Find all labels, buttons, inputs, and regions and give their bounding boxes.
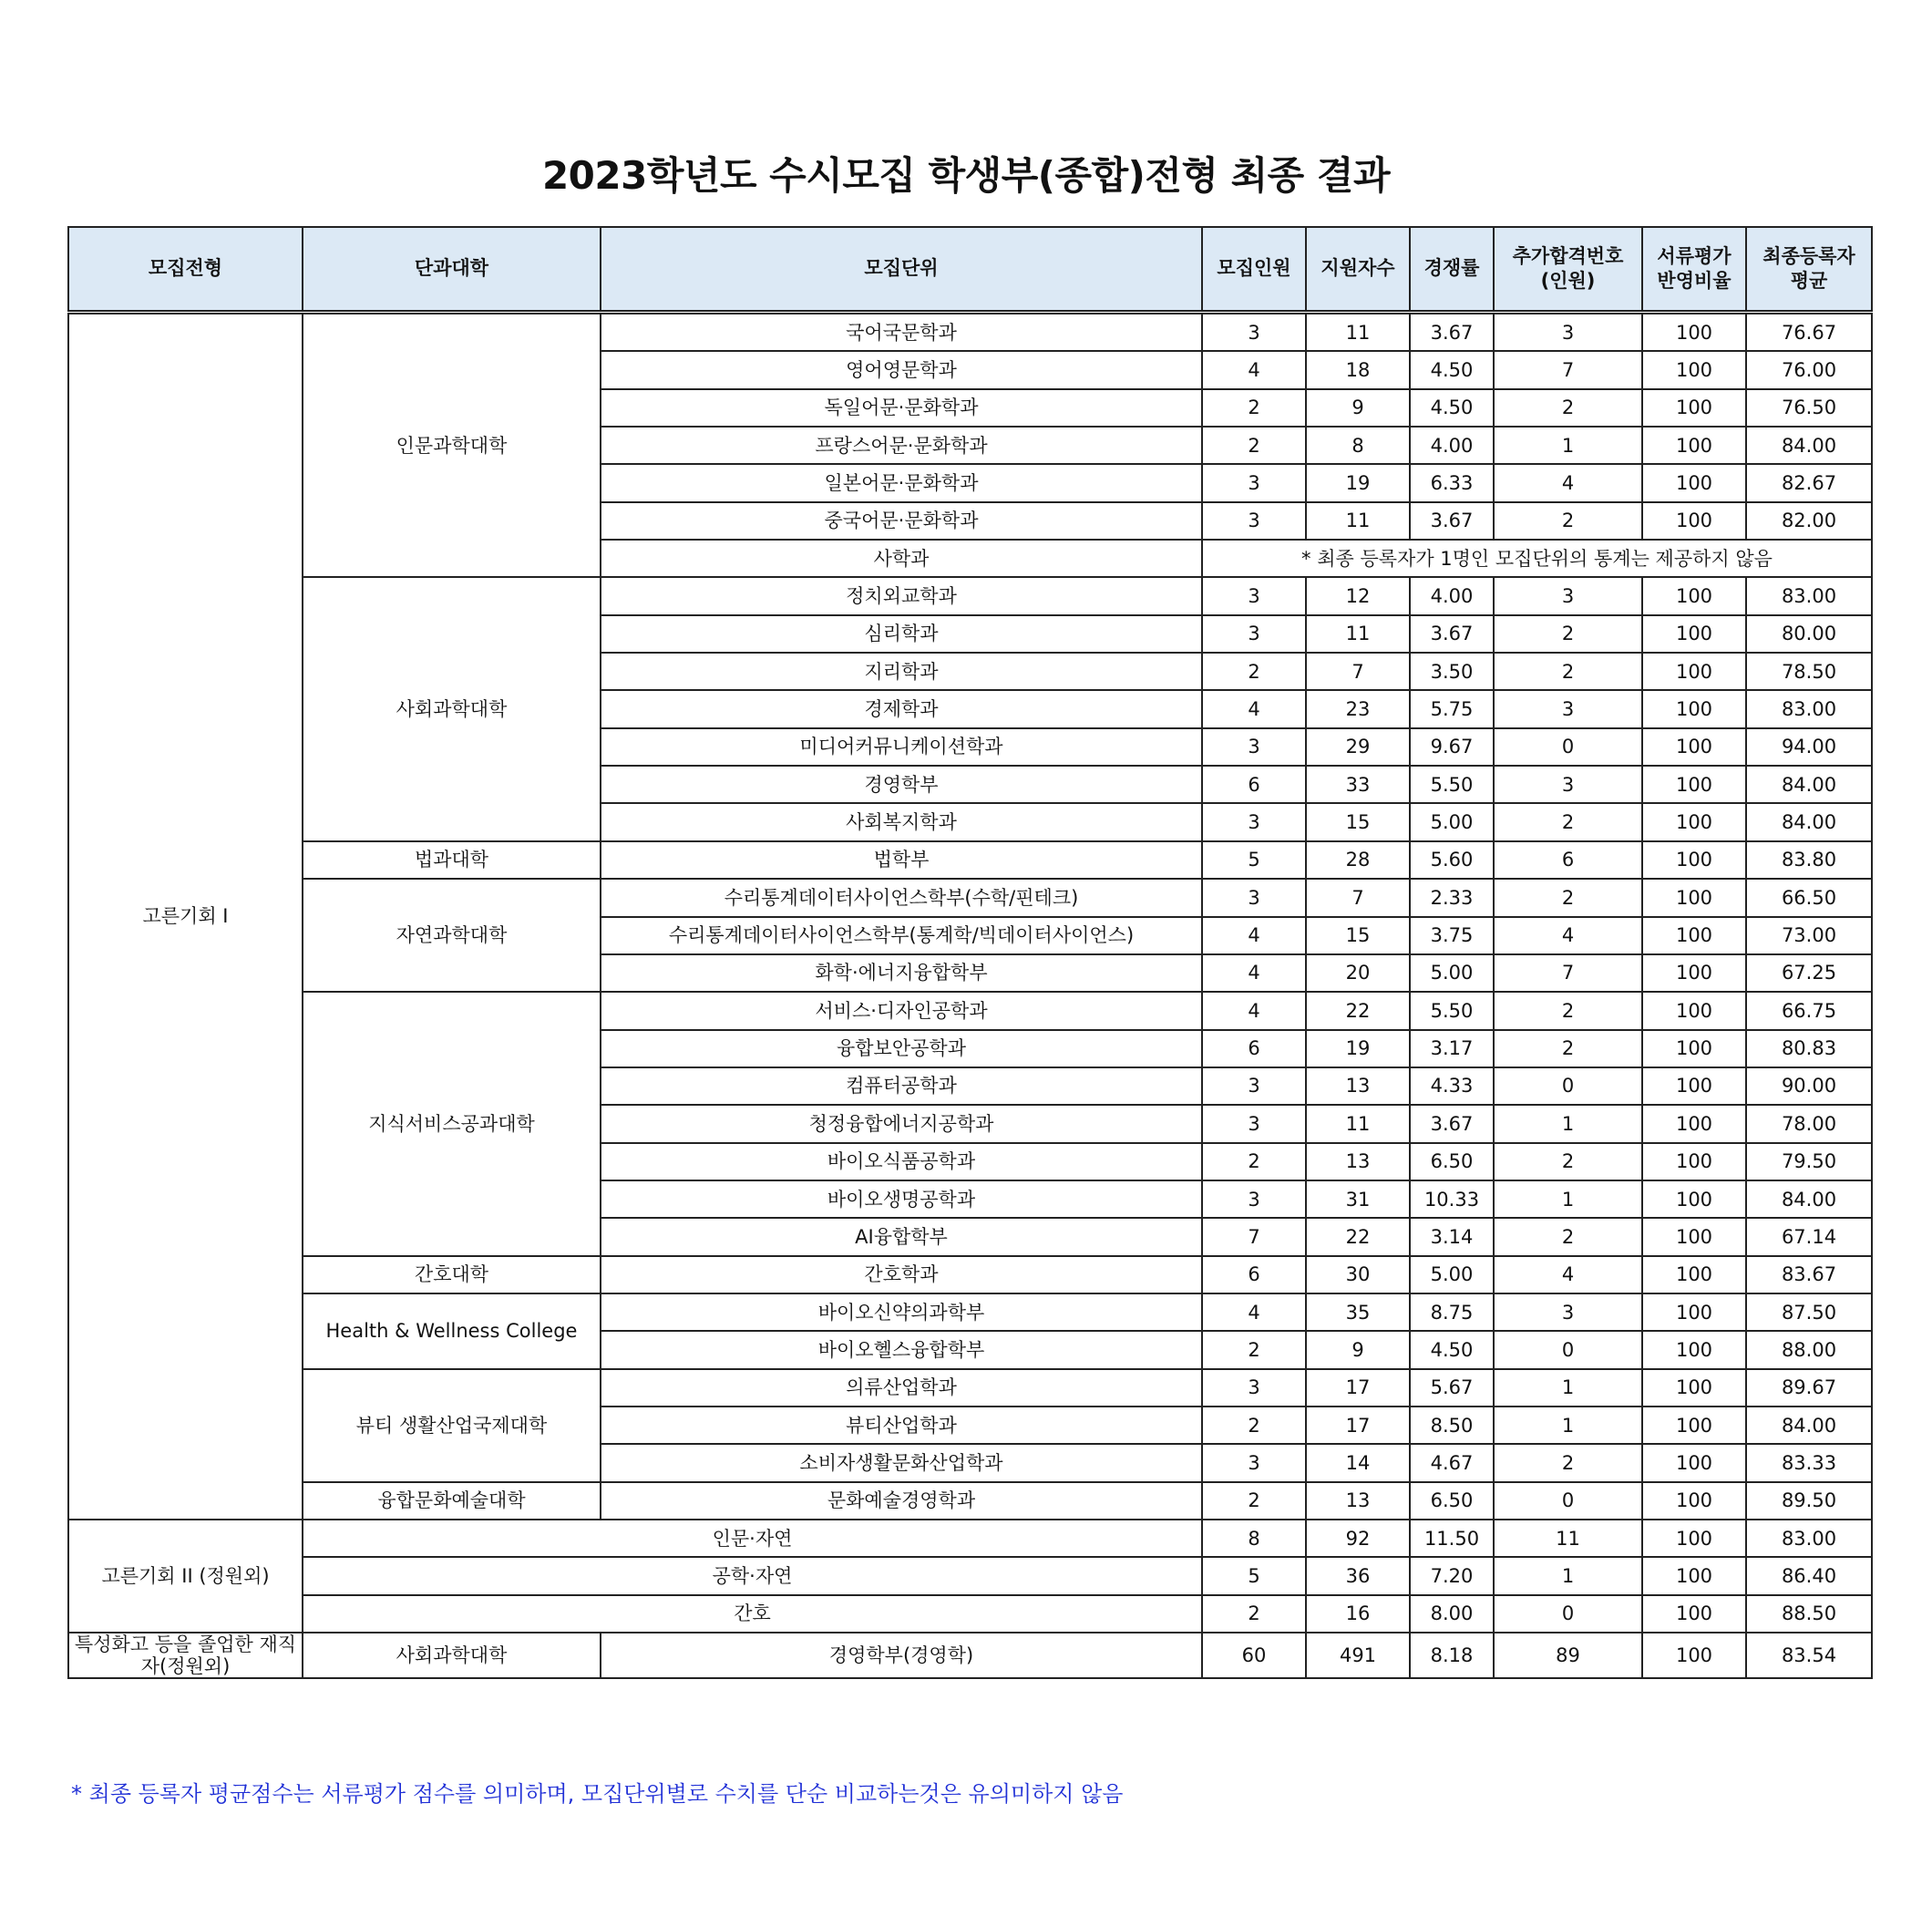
- applicants-cell: 23: [1306, 690, 1410, 727]
- doc-ratio-cell: 100: [1642, 389, 1746, 427]
- unit-cell: 수리통계데이터사이언스학부(수학/핀테크): [601, 879, 1202, 916]
- waitlist-cell: 2: [1494, 389, 1642, 427]
- average-cell: 90.00: [1746, 1067, 1872, 1105]
- quota-cell: 3: [1202, 1105, 1306, 1142]
- ratio-cell: 5.50: [1410, 766, 1494, 803]
- applicants-cell: 92: [1306, 1520, 1410, 1557]
- average-cell: 86.40: [1746, 1557, 1872, 1594]
- table-row: [68, 313, 1872, 352]
- quota-cell: 2: [1202, 1331, 1306, 1368]
- ratio-cell: 9.67: [1410, 728, 1494, 766]
- unit-cell: 수리통계데이터사이언스학부(통계학/빅데이터사이언스): [601, 917, 1202, 954]
- doc-ratio-cell: 100: [1642, 1067, 1746, 1105]
- average-cell: 83.00: [1746, 577, 1872, 614]
- ratio-cell: 8.75: [1410, 1293, 1494, 1331]
- average-cell: 94.00: [1746, 728, 1872, 766]
- doc-ratio-cell: 100: [1642, 1331, 1746, 1368]
- average-cell: 83.33: [1746, 1444, 1872, 1481]
- waitlist-cell: 2: [1494, 1143, 1642, 1180]
- average-cell: 66.75: [1746, 992, 1872, 1029]
- applicants-cell: 31: [1306, 1180, 1410, 1218]
- ratio-cell: 3.14: [1410, 1218, 1494, 1255]
- doc-ratio-cell: 100: [1642, 653, 1746, 690]
- average-cell: 83.80: [1746, 841, 1872, 879]
- applicants-cell: 11: [1306, 1105, 1410, 1142]
- waitlist-cell: 7: [1494, 351, 1642, 388]
- waitlist-cell: 2: [1494, 615, 1642, 653]
- unit-cell: 지리학과: [601, 653, 1202, 690]
- waitlist-cell: 1: [1494, 1557, 1642, 1594]
- quota-cell: 3: [1202, 879, 1306, 916]
- ratio-cell: 5.50: [1410, 992, 1494, 1029]
- average-cell: 67.14: [1746, 1218, 1872, 1255]
- ratio-cell: 7.20: [1410, 1557, 1494, 1594]
- doc-ratio-cell: 100: [1642, 502, 1746, 540]
- unit-cell: 바이오신약의과학부: [601, 1293, 1202, 1331]
- average-cell: 78.50: [1746, 653, 1872, 690]
- table-row: [68, 577, 1872, 614]
- applicants-cell: 15: [1306, 917, 1410, 954]
- applicants-cell: 7: [1306, 653, 1410, 690]
- average-cell: 83.67: [1746, 1256, 1872, 1293]
- quota-cell: 2: [1202, 1143, 1306, 1180]
- unit-cell: 화학·에너지융합학부: [601, 954, 1202, 992]
- doc-ratio-cell: 100: [1642, 1482, 1746, 1520]
- unit-cell: 뷰티산업학과: [601, 1407, 1202, 1444]
- average-cell: 84.00: [1746, 1180, 1872, 1218]
- applicants-cell: 11: [1306, 313, 1410, 352]
- college-cell: 사회과학대학: [303, 577, 601, 840]
- unit-cell: 경제학과: [601, 690, 1202, 727]
- applicants-cell: 19: [1306, 1030, 1410, 1067]
- unit-cell: 정치외교학과: [601, 577, 1202, 614]
- quota-cell: 2: [1202, 653, 1306, 690]
- quota-cell: 7: [1202, 1218, 1306, 1255]
- unit-cell: 법학부: [601, 841, 1202, 879]
- doc-ratio-cell: 100: [1642, 1557, 1746, 1594]
- applicants-cell: 19: [1306, 464, 1410, 501]
- unit-cell: 바이오헬스융합학부: [601, 1331, 1202, 1368]
- unit-cell: 컴퓨터공학과: [601, 1067, 1202, 1105]
- applicants-cell: 35: [1306, 1293, 1410, 1331]
- average-cell: 78.00: [1746, 1105, 1872, 1142]
- waitlist-cell: 1: [1494, 1180, 1642, 1218]
- unit-cell: AI융합학부: [601, 1218, 1202, 1255]
- quota-cell: 4: [1202, 917, 1306, 954]
- col-header: 지원자수: [1306, 227, 1410, 313]
- table-row: [68, 879, 1872, 916]
- waitlist-cell: 7: [1494, 954, 1642, 992]
- waitlist-cell: 0: [1494, 728, 1642, 766]
- quota-cell: 60: [1202, 1633, 1306, 1678]
- average-cell: 83.00: [1746, 690, 1872, 727]
- ratio-cell: 5.67: [1410, 1369, 1494, 1407]
- table-row: [68, 1369, 1872, 1407]
- waitlist-cell: 1: [1494, 427, 1642, 464]
- quota-cell: 3: [1202, 502, 1306, 540]
- ratio-cell: 4.00: [1410, 427, 1494, 464]
- doc-ratio-cell: 100: [1642, 954, 1746, 992]
- doc-ratio-cell: 100: [1642, 1520, 1746, 1557]
- ratio-cell: 5.60: [1410, 841, 1494, 879]
- applicants-cell: 7: [1306, 879, 1410, 916]
- doc-ratio-cell: 100: [1642, 1218, 1746, 1255]
- unit-cell: 영어영문학과: [601, 351, 1202, 388]
- doc-ratio-cell: 100: [1642, 351, 1746, 388]
- results-body: [68, 313, 1872, 1679]
- waitlist-cell: 6: [1494, 841, 1642, 879]
- quota-cell: 3: [1202, 464, 1306, 501]
- unit-cell: 국어국문학과: [601, 313, 1202, 352]
- ratio-cell: 8.50: [1410, 1407, 1494, 1444]
- college-cell: 지식서비스공과대학: [303, 992, 601, 1255]
- col-header: 경쟁률: [1410, 227, 1494, 313]
- ratio-cell: 4.50: [1410, 1331, 1494, 1368]
- applicants-cell: 30: [1306, 1256, 1410, 1293]
- header-row: [68, 227, 1872, 313]
- college-cell: 뷰티 생활산업국제대학: [303, 1369, 601, 1482]
- average-cell: 80.00: [1746, 615, 1872, 653]
- doc-ratio-cell: 100: [1642, 992, 1746, 1029]
- applicants-cell: 28: [1306, 841, 1410, 879]
- applicants-cell: 12: [1306, 577, 1410, 614]
- waitlist-cell: 2: [1494, 1444, 1642, 1481]
- doc-ratio-cell: 100: [1642, 1633, 1746, 1678]
- ratio-cell: 8.18: [1410, 1633, 1494, 1678]
- quota-cell: 8: [1202, 1520, 1306, 1557]
- unit-cell: 바이오식품공학과: [601, 1143, 1202, 1180]
- waitlist-cell: 0: [1494, 1595, 1642, 1633]
- average-cell: 83.00: [1746, 1520, 1872, 1557]
- waitlist-cell: 3: [1494, 690, 1642, 727]
- ratio-cell: 4.50: [1410, 351, 1494, 388]
- track-cell: 공학·자연: [303, 1557, 1202, 1594]
- doc-ratio-cell: 100: [1642, 1180, 1746, 1218]
- admission-type-cell: 특성화고 등을 졸업한 재직자(정원외): [68, 1633, 303, 1678]
- quota-cell: 4: [1202, 351, 1306, 388]
- quota-cell: 4: [1202, 992, 1306, 1029]
- ratio-cell: 11.50: [1410, 1520, 1494, 1557]
- applicants-cell: 17: [1306, 1369, 1410, 1407]
- unit-cell: 문화예술경영학과: [601, 1482, 1202, 1520]
- college-cell: 사회과학대학: [303, 1633, 601, 1678]
- applicants-cell: 36: [1306, 1557, 1410, 1594]
- quota-cell: 3: [1202, 1180, 1306, 1218]
- average-cell: 89.67: [1746, 1369, 1872, 1407]
- ratio-cell: 5.00: [1410, 1256, 1494, 1293]
- doc-ratio-cell: 100: [1642, 1407, 1746, 1444]
- average-cell: 84.00: [1746, 803, 1872, 840]
- applicants-cell: 17: [1306, 1407, 1410, 1444]
- quota-cell: 4: [1202, 1293, 1306, 1331]
- waitlist-cell: 1: [1494, 1407, 1642, 1444]
- table-row: [68, 841, 1872, 879]
- ratio-cell: 3.67: [1410, 502, 1494, 540]
- quota-cell: 3: [1202, 1369, 1306, 1407]
- average-cell: 66.50: [1746, 879, 1872, 916]
- average-cell: 76.00: [1746, 351, 1872, 388]
- unit-cell: 독일어문·문화학과: [601, 389, 1202, 427]
- unit-cell: 사회복지학과: [601, 803, 1202, 840]
- average-cell: 80.83: [1746, 1030, 1872, 1067]
- col-header: 모집전형: [68, 227, 303, 313]
- doc-ratio-cell: 100: [1642, 917, 1746, 954]
- college-cell: Health & Wellness College: [303, 1293, 601, 1369]
- unit-cell: 경영학부(경영학): [601, 1633, 1202, 1678]
- waitlist-cell: 2: [1494, 502, 1642, 540]
- waitlist-cell: 11: [1494, 1520, 1642, 1557]
- quota-cell: 6: [1202, 1256, 1306, 1293]
- doc-ratio-cell: 100: [1642, 1105, 1746, 1142]
- waitlist-cell: 2: [1494, 803, 1642, 840]
- waitlist-cell: 3: [1494, 1293, 1642, 1331]
- ratio-cell: 4.33: [1410, 1067, 1494, 1105]
- page-title: 2023학년도 수시모집 학생부(종합)전형 최종 결과: [541, 153, 1391, 198]
- unit-cell: 프랑스어문·문화학과: [601, 427, 1202, 464]
- applicants-cell: 13: [1306, 1067, 1410, 1105]
- quota-cell: 2: [1202, 1595, 1306, 1633]
- unit-cell: 중국어문·문화학과: [601, 502, 1202, 540]
- waitlist-cell: 0: [1494, 1067, 1642, 1105]
- average-cell: 84.00: [1746, 766, 1872, 803]
- ratio-cell: 3.67: [1410, 615, 1494, 653]
- doc-ratio-cell: 100: [1642, 690, 1746, 727]
- average-cell: 84.00: [1746, 1407, 1872, 1444]
- doc-ratio-cell: 100: [1642, 1030, 1746, 1067]
- college-cell: 간호대학: [303, 1256, 601, 1293]
- applicants-cell: 13: [1306, 1482, 1410, 1520]
- average-cell: 76.50: [1746, 389, 1872, 427]
- applicants-cell: 9: [1306, 389, 1410, 427]
- waitlist-cell: 4: [1494, 464, 1642, 501]
- table-row: [68, 1293, 1872, 1331]
- waitlist-cell: 3: [1494, 766, 1642, 803]
- doc-ratio-cell: 100: [1642, 1143, 1746, 1180]
- quota-cell: 2: [1202, 1407, 1306, 1444]
- quota-cell: 3: [1202, 577, 1306, 614]
- waitlist-cell: 3: [1494, 577, 1642, 614]
- ratio-cell: 6.50: [1410, 1482, 1494, 1520]
- table-row: [68, 1557, 1872, 1594]
- doc-ratio-cell: 100: [1642, 879, 1746, 916]
- doc-ratio-cell: 100: [1642, 1369, 1746, 1407]
- applicants-cell: 22: [1306, 1218, 1410, 1255]
- average-cell: 87.50: [1746, 1293, 1872, 1331]
- unit-cell: 간호학과: [601, 1256, 1202, 1293]
- waitlist-cell: 2: [1494, 1030, 1642, 1067]
- average-cell: 89.50: [1746, 1482, 1872, 1520]
- waitlist-cell: 4: [1494, 917, 1642, 954]
- unit-cell: 청정융합에너지공학과: [601, 1105, 1202, 1142]
- quota-cell: 6: [1202, 1030, 1306, 1067]
- average-cell: 88.00: [1746, 1331, 1872, 1368]
- doc-ratio-cell: 100: [1642, 1444, 1746, 1481]
- college-cell: 자연과학대학: [303, 879, 601, 992]
- applicants-cell: 15: [1306, 803, 1410, 840]
- applicants-cell: 22: [1306, 992, 1410, 1029]
- doc-ratio-cell: 100: [1642, 313, 1746, 352]
- waitlist-cell: 89: [1494, 1633, 1642, 1678]
- quota-cell: 3: [1202, 313, 1306, 352]
- quota-cell: 3: [1202, 1067, 1306, 1105]
- average-cell: 79.50: [1746, 1143, 1872, 1180]
- doc-ratio-cell: 100: [1642, 728, 1746, 766]
- quota-cell: 3: [1202, 728, 1306, 766]
- waitlist-cell: 2: [1494, 992, 1642, 1029]
- average-cell: 82.67: [1746, 464, 1872, 501]
- doc-ratio-cell: 100: [1642, 1293, 1746, 1331]
- table-row: [68, 1482, 1872, 1520]
- ratio-cell: 4.67: [1410, 1444, 1494, 1481]
- unit-cell: 소비자생활문화산업학과: [601, 1444, 1202, 1481]
- unit-cell: 바이오생명공학과: [601, 1180, 1202, 1218]
- unit-cell: 사학과: [601, 540, 1202, 577]
- unit-cell: 경영학부: [601, 766, 1202, 803]
- col-header: 모집인원: [1202, 227, 1306, 313]
- track-cell: 간호: [303, 1595, 1202, 1633]
- ratio-cell: 5.00: [1410, 954, 1494, 992]
- ratio-cell: 3.50: [1410, 653, 1494, 690]
- applicants-cell: 18: [1306, 351, 1410, 388]
- applicants-cell: 13: [1306, 1143, 1410, 1180]
- average-cell: 82.00: [1746, 502, 1872, 540]
- doc-ratio-cell: 100: [1642, 427, 1746, 464]
- doc-ratio-cell: 100: [1642, 1595, 1746, 1633]
- table-row: [68, 992, 1872, 1029]
- college-cell: 법과대학: [303, 841, 601, 879]
- admission-type-cell: 고른기회 II (정원외): [68, 1520, 303, 1633]
- applicants-cell: 14: [1306, 1444, 1410, 1481]
- applicants-cell: 491: [1306, 1633, 1410, 1678]
- table-row: [68, 1256, 1872, 1293]
- doc-ratio-cell: 100: [1642, 577, 1746, 614]
- doc-ratio-cell: 100: [1642, 1256, 1746, 1293]
- doc-ratio-cell: 100: [1642, 841, 1746, 879]
- quota-cell: 2: [1202, 427, 1306, 464]
- doc-ratio-cell: 100: [1642, 615, 1746, 653]
- col-header: 추가합격번호 (인원): [1494, 227, 1642, 313]
- quota-cell: 5: [1202, 1557, 1306, 1594]
- admission-type-cell: 고른기회 I: [68, 313, 303, 1520]
- ratio-cell: 6.33: [1410, 464, 1494, 501]
- average-cell: 88.50: [1746, 1595, 1872, 1633]
- ratio-cell: 3.75: [1410, 917, 1494, 954]
- ratio-cell: 4.00: [1410, 577, 1494, 614]
- quota-cell: 4: [1202, 690, 1306, 727]
- unit-cell: 미디어커뮤니케이션학과: [601, 728, 1202, 766]
- quota-cell: 3: [1202, 615, 1306, 653]
- footnote: * 최종 등록자 평균점수는 서류평가 점수를 의미하며, 모집단위별로 수치를 단순 비교하는것은 유의미하지 않음: [71, 1781, 1124, 1807]
- unit-cell: 서비스·디자인공학과: [601, 992, 1202, 1029]
- applicants-cell: 33: [1306, 766, 1410, 803]
- table-row: [68, 1520, 1872, 1557]
- ratio-cell: 4.50: [1410, 389, 1494, 427]
- waitlist-cell: 3: [1494, 313, 1642, 352]
- ratio-cell: 10.33: [1410, 1180, 1494, 1218]
- ratio-cell: 5.75: [1410, 690, 1494, 727]
- quota-cell: 4: [1202, 954, 1306, 992]
- average-cell: 76.67: [1746, 313, 1872, 352]
- applicants-cell: 29: [1306, 728, 1410, 766]
- ratio-cell: 3.67: [1410, 1105, 1494, 1142]
- quota-cell: 2: [1202, 389, 1306, 427]
- table-row: [68, 1633, 1872, 1678]
- waitlist-cell: 2: [1494, 1218, 1642, 1255]
- doc-ratio-cell: 100: [1642, 803, 1746, 840]
- quota-cell: 2: [1202, 1482, 1306, 1520]
- results-table: [67, 226, 1873, 1679]
- unit-cell: 의류산업학과: [601, 1369, 1202, 1407]
- col-header: 최종등록자 평균: [1746, 227, 1872, 313]
- waitlist-cell: 0: [1494, 1331, 1642, 1368]
- ratio-cell: 3.17: [1410, 1030, 1494, 1067]
- applicants-cell: 9: [1306, 1331, 1410, 1368]
- unit-cell: 일본어문·문화학과: [601, 464, 1202, 501]
- ratio-cell: 5.00: [1410, 803, 1494, 840]
- applicants-cell: 16: [1306, 1595, 1410, 1633]
- quota-cell: 3: [1202, 1444, 1306, 1481]
- quota-cell: 3: [1202, 803, 1306, 840]
- waitlist-cell: 2: [1494, 653, 1642, 690]
- quota-cell: 5: [1202, 841, 1306, 879]
- col-header: 서류평가 반영비율: [1642, 227, 1746, 313]
- waitlist-cell: 2: [1494, 879, 1642, 916]
- applicants-cell: 11: [1306, 502, 1410, 540]
- unit-cell: 융합보안공학과: [601, 1030, 1202, 1067]
- average-cell: 83.54: [1746, 1633, 1872, 1678]
- ratio-cell: 2.33: [1410, 879, 1494, 916]
- unit-cell: 심리학과: [601, 615, 1202, 653]
- college-cell: 융합문화예술대학: [303, 1482, 601, 1520]
- ratio-cell: 3.67: [1410, 313, 1494, 352]
- col-header: 모집단위: [601, 227, 1202, 313]
- college-cell: 인문과학대학: [303, 313, 601, 578]
- track-cell: 인문·자연: [303, 1520, 1202, 1557]
- table-row: [68, 1595, 1872, 1633]
- doc-ratio-cell: 100: [1642, 766, 1746, 803]
- doc-ratio-cell: 100: [1642, 464, 1746, 501]
- ratio-cell: 8.00: [1410, 1595, 1494, 1633]
- applicants-cell: 20: [1306, 954, 1410, 992]
- note-cell: * 최종 등록자가 1명인 모집단위의 통계는 제공하지 않음: [1202, 540, 1872, 577]
- average-cell: 73.00: [1746, 917, 1872, 954]
- waitlist-cell: 1: [1494, 1105, 1642, 1142]
- ratio-cell: 6.50: [1410, 1143, 1494, 1180]
- applicants-cell: 8: [1306, 427, 1410, 464]
- average-cell: 67.25: [1746, 954, 1872, 992]
- applicants-cell: 11: [1306, 615, 1410, 653]
- waitlist-cell: 0: [1494, 1482, 1642, 1520]
- waitlist-cell: 1: [1494, 1369, 1642, 1407]
- col-header: 단과대학: [303, 227, 601, 313]
- average-cell: 84.00: [1746, 427, 1872, 464]
- quota-cell: 6: [1202, 766, 1306, 803]
- waitlist-cell: 4: [1494, 1256, 1642, 1293]
